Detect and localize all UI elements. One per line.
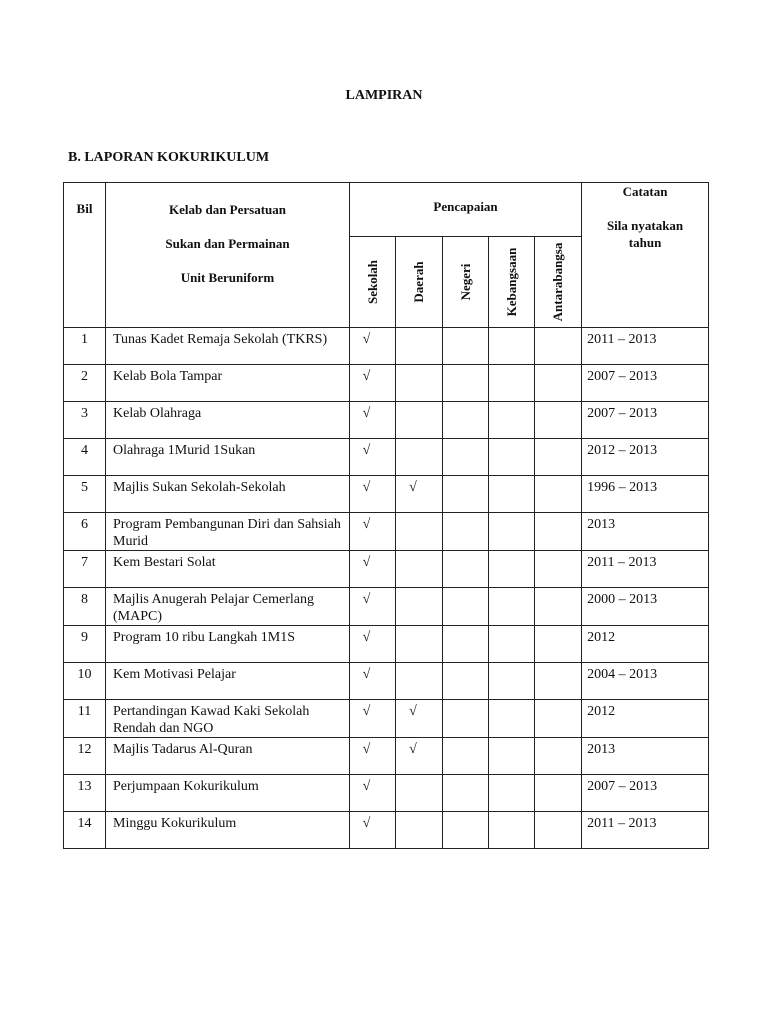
row-tick-negeri — [443, 402, 489, 439]
section-title: B. LAPORAN KOKURIKULUM — [68, 150, 270, 165]
checkmark-icon: √ — [362, 555, 371, 570]
row-activity-name: Majlis Anugerah Pelajar Cemerlang (MAPC) — [106, 588, 350, 626]
row-tick-antarabangsa — [535, 626, 582, 663]
row-bil: 6 — [64, 513, 106, 551]
row-tick-sekolah — [350, 626, 396, 663]
row-tick-sekolah — [350, 812, 396, 849]
row-tick-kebangsaan — [489, 551, 535, 588]
checkmark-icon: √ — [362, 630, 371, 645]
row-tahun: 2012 — [582, 626, 709, 663]
header-kelab — [106, 183, 350, 328]
table-row — [64, 588, 709, 626]
row-tick-sekolah — [350, 588, 396, 626]
row-tick-sekolah — [350, 513, 396, 551]
header-level-kebangsaan-label: Kebangsaan — [503, 247, 519, 317]
header-level-sekolah — [350, 237, 396, 328]
row-activity-name: Majlis Tadarus Al-Quran — [106, 738, 350, 775]
row-tahun: 2012 — [582, 700, 709, 738]
row-tick-antarabangsa — [535, 775, 582, 812]
checkmark-icon: √ — [362, 779, 371, 794]
row-tick-negeri — [443, 588, 489, 626]
row-tick-negeri — [443, 439, 489, 476]
header-level-daerah-label: Daerah — [411, 261, 426, 303]
row-tahun: 2007 – 2013 — [582, 365, 709, 402]
row-tick-kebangsaan — [489, 365, 535, 402]
checkmark-icon: √ — [362, 369, 371, 384]
row-tick-daerah — [396, 365, 443, 402]
row-tick-negeri — [443, 365, 489, 402]
row-tahun: 2011 – 2013 — [582, 328, 709, 365]
page-title: LAMPIRAN — [345, 88, 423, 103]
row-activity-name: Kelab Bola Tampar — [106, 365, 350, 402]
row-tick-daerah — [396, 513, 443, 551]
checkmark-icon: √ — [362, 667, 371, 682]
header-bil: Bil — [64, 183, 106, 328]
row-tick-negeri — [443, 775, 489, 812]
row-tick-daerah — [396, 439, 443, 476]
header-level-sekolah-label: Sekolah — [364, 259, 380, 305]
row-tick-daerah — [396, 402, 443, 439]
header-level-daerah — [396, 237, 443, 328]
checkmark-icon: √ — [409, 704, 417, 719]
row-tick-kebangsaan — [489, 663, 535, 700]
table-row — [64, 551, 709, 588]
header-catatan-title: Catatan — [622, 184, 668, 199]
header-kelab-line-1: Kelab dan Persatuan — [168, 202, 286, 217]
row-tahun: 2007 – 2013 — [582, 402, 709, 439]
row-tick-daerah — [396, 738, 443, 775]
row-tahun: 2007 – 2013 — [582, 775, 709, 812]
row-tick-kebangsaan — [489, 588, 535, 626]
row-tick-kebangsaan — [489, 439, 535, 476]
header-level-antarabangsa — [535, 237, 582, 328]
row-tick-kebangsaan — [489, 476, 535, 513]
row-tahun: 2013 — [582, 738, 709, 775]
row-tick-daerah — [396, 812, 443, 849]
row-bil: 9 — [64, 626, 106, 663]
row-tick-negeri — [443, 700, 489, 738]
header-catatan-note: Sila nyatakan tahun — [606, 218, 684, 250]
table-body — [64, 328, 709, 849]
row-tick-negeri — [443, 738, 489, 775]
header-kelab-line-2: Sukan dan Permainan — [165, 236, 290, 251]
row-bil: 1 — [64, 328, 106, 365]
row-tick-antarabangsa — [535, 513, 582, 551]
table-row — [64, 663, 709, 700]
row-activity-name: Pertandingan Kawad Kaki Sekolah Rendah dan NGO — [106, 700, 350, 738]
table-row — [64, 775, 709, 812]
checkmark-icon: √ — [409, 480, 417, 495]
row-tick-sekolah — [350, 328, 396, 365]
checkmark-icon: √ — [362, 443, 371, 458]
header-level-negeri — [443, 237, 489, 328]
table-row — [64, 812, 709, 849]
row-tick-antarabangsa — [535, 700, 582, 738]
kokurikulum-table — [63, 182, 709, 849]
row-bil: 4 — [64, 439, 106, 476]
row-tick-kebangsaan — [489, 626, 535, 663]
row-tick-negeri — [443, 476, 489, 513]
row-tick-kebangsaan — [489, 700, 535, 738]
row-tick-sekolah — [350, 700, 396, 738]
row-tahun: 2013 — [582, 513, 709, 551]
row-tick-antarabangsa — [535, 365, 582, 402]
table-row — [64, 513, 709, 551]
row-tick-negeri — [443, 663, 489, 700]
row-tick-daerah — [396, 328, 443, 365]
row-tick-sekolah — [350, 402, 396, 439]
row-bil: 7 — [64, 551, 106, 588]
header-pencapaian: Pencapaian — [350, 183, 582, 237]
row-tick-sekolah — [350, 551, 396, 588]
row-tick-antarabangsa — [535, 663, 582, 700]
table-row — [64, 476, 709, 513]
row-tick-sekolah — [350, 476, 396, 513]
row-tahun: 2000 – 2013 — [582, 588, 709, 626]
row-tick-sekolah — [350, 663, 396, 700]
header-catatan — [582, 183, 709, 328]
table-row — [64, 365, 709, 402]
row-activity-name: Kelab Olahraga — [106, 402, 350, 439]
row-tahun: 2011 – 2013 — [582, 551, 709, 588]
row-tick-antarabangsa — [535, 476, 582, 513]
row-tick-kebangsaan — [489, 402, 535, 439]
table-row — [64, 626, 709, 663]
row-tick-antarabangsa — [535, 439, 582, 476]
row-activity-name: Program 10 ribu Langkah 1M1S — [106, 626, 350, 663]
table-row — [64, 328, 709, 365]
row-bil: 14 — [64, 812, 106, 849]
row-bil: 3 — [64, 402, 106, 439]
table-row — [64, 439, 709, 476]
row-tick-antarabangsa — [535, 551, 582, 588]
row-tick-sekolah — [350, 365, 396, 402]
checkmark-icon: √ — [362, 816, 371, 831]
row-activity-name: Kem Motivasi Pelajar — [106, 663, 350, 700]
checkmark-icon: √ — [362, 742, 371, 757]
header-level-negeri-label: Negeri — [457, 263, 473, 301]
row-tick-negeri — [443, 812, 489, 849]
row-activity-name: Kem Bestari Solat — [106, 551, 350, 588]
row-tick-sekolah — [350, 738, 396, 775]
row-activity-name: Perjumpaan Kokurikulum — [106, 775, 350, 812]
row-activity-name: Olahraga 1Murid 1Sukan — [106, 439, 350, 476]
row-tick-kebangsaan — [489, 328, 535, 365]
row-tick-daerah — [396, 551, 443, 588]
row-tahun: 2004 – 2013 — [582, 663, 709, 700]
row-bil: 10 — [64, 663, 106, 700]
row-tick-daerah — [396, 775, 443, 812]
row-tick-kebangsaan — [489, 738, 535, 775]
row-tahun: 2012 – 2013 — [582, 439, 709, 476]
table-row — [64, 402, 709, 439]
row-tick-daerah — [396, 663, 443, 700]
row-activity-name: Tunas Kadet Remaja Sekolah (TKRS) — [106, 328, 350, 365]
table-row — [64, 700, 709, 738]
row-tick-kebangsaan — [489, 513, 535, 551]
row-tick-sekolah — [350, 439, 396, 476]
checkmark-icon: √ — [409, 742, 417, 757]
row-tick-daerah — [396, 626, 443, 663]
row-tick-daerah — [396, 476, 443, 513]
checkmark-icon: √ — [362, 704, 371, 719]
row-tick-antarabangsa — [535, 328, 582, 365]
table-row — [64, 738, 709, 775]
row-tick-negeri — [443, 328, 489, 365]
row-activity-name: Program Pembangunan Diri dan Sahsiah Murid — [106, 513, 350, 551]
row-tick-negeri — [443, 513, 489, 551]
checkmark-icon: √ — [362, 406, 371, 421]
header-kelab-line-3: Unit Beruniform — [180, 270, 275, 285]
row-tick-negeri — [443, 551, 489, 588]
row-tick-kebangsaan — [489, 812, 535, 849]
row-tick-kebangsaan — [489, 775, 535, 812]
row-bil: 8 — [64, 588, 106, 626]
row-tick-antarabangsa — [535, 738, 582, 775]
row-tahun: 1996 – 2013 — [582, 476, 709, 513]
header-level-kebangsaan — [489, 237, 535, 328]
row-tick-antarabangsa — [535, 588, 582, 626]
row-bil: 11 — [64, 700, 106, 738]
row-tick-antarabangsa — [535, 402, 582, 439]
row-tick-antarabangsa — [535, 812, 582, 849]
row-bil: 12 — [64, 738, 106, 775]
row-tahun: 2011 – 2013 — [582, 812, 709, 849]
header-level-antarabangsa-label: Antarabangsa — [550, 242, 566, 322]
checkmark-icon: √ — [362, 517, 371, 532]
row-activity-name: Minggu Kokurikulum — [106, 812, 350, 849]
checkmark-icon: √ — [362, 332, 371, 347]
row-bil: 2 — [64, 365, 106, 402]
row-bil: 13 — [64, 775, 106, 812]
checkmark-icon: √ — [362, 480, 371, 495]
row-tick-daerah — [396, 700, 443, 738]
checkmark-icon: √ — [362, 592, 371, 607]
row-tick-daerah — [396, 588, 443, 626]
row-activity-name: Majlis Sukan Sekolah-Sekolah — [106, 476, 350, 513]
row-bil: 5 — [64, 476, 106, 513]
row-tick-sekolah — [350, 775, 396, 812]
row-tick-negeri — [443, 626, 489, 663]
